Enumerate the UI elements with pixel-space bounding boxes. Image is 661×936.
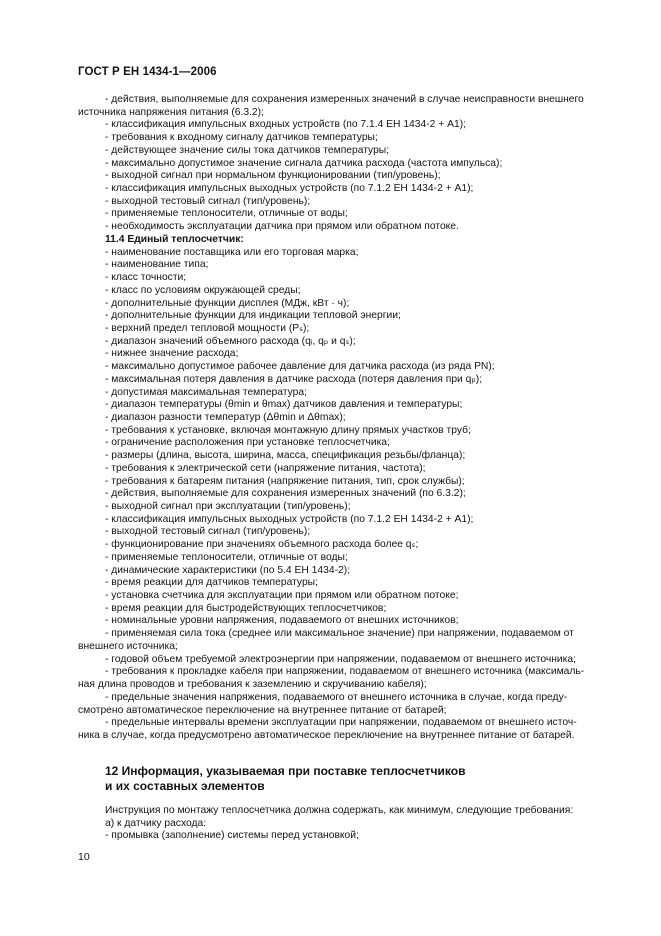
text-line: - применяемые теплоносители, отличные от воды; (105, 208, 348, 220)
text-line: внешнего источника; (78, 640, 178, 652)
text-line: смотрено автоматическое переключение на внутреннее питание от батарей; (78, 704, 447, 716)
text-line: - промывка (заполнение) системы перед установкой; (105, 830, 359, 842)
text-line: - применяемая сила тока (среднее или максимальное значение) при напряжении, подаваемом от (105, 628, 574, 640)
text-line: - применяемые теплоносители, отличные от воды; (105, 551, 348, 563)
text-line: - ограничение расположения при установке теплосчетчика; (105, 437, 390, 449)
text-line: источника напряжения питания (6.3.2); (78, 106, 264, 118)
text-line: - требования к электрической сети (напряжение питания, частота); (105, 462, 426, 474)
text-line: - выходной тестовый сигнал (тип/уровень); (105, 195, 311, 207)
text-line: - верхний предел тепловой мощности (Pₛ); (105, 322, 310, 334)
text-line: - диапазон значений объемного расхода (qᵢ, qₚ и qₛ); (105, 335, 356, 347)
text-line: - наименование поставщика или его торговая марка; (105, 246, 359, 258)
text-line: - требования к входному сигналу датчиков температуры; (105, 132, 378, 144)
text-line: - требования к батареям питания (напряжение питания, тип, срок службы); (105, 475, 465, 487)
item-list-11-4 (78, 247, 616, 743)
text-line: - установка счетчика для эксплуатации при прямом или обратном потоке; (105, 590, 459, 602)
text-line: - выходной тестовый сигнал (тип/уровень); (105, 526, 311, 538)
text-line: Инструкция по монтажу теплосчетчика должна содержать, как минимум, следующие требования: (105, 805, 574, 816)
text-line: - требования к установке, включая монтажную длину прямых участков труб; (105, 424, 471, 436)
text-line: - наименование типа; (105, 259, 209, 271)
section-12-heading-line-1: 12 Информация, указываемая при поставке теплосчетчиков (105, 764, 466, 778)
text-line: - диапазон температуры (θmin и θmax) датчиков давления и температуры; (105, 399, 463, 411)
text-line: - размеры (длина, высота, ширина, масса, спецификация резьбы/фланца); (105, 450, 466, 462)
text-line: - нижнее значение расхода; (105, 348, 239, 360)
text-line: - выходной сигнал при эксплуатации (тип/уровень); (105, 501, 351, 512)
text-line: - диапазон разности температур (Δθmin и Δθmax); (105, 411, 346, 423)
text-line: - максимально допустимое рабочее давление для датчика расхода (из ряда PN); (105, 361, 495, 373)
body-text (78, 94, 616, 743)
text-line: - время реакции для быстродействующих теплосчетчиков; (105, 602, 387, 614)
text-line: а) к датчику расхода: (105, 817, 207, 829)
text-line: - время реакции для датчиков температуры; (105, 577, 318, 589)
page-number: 10 (78, 851, 90, 863)
text-line: - допустимая максимальная температура; (105, 386, 307, 398)
text-line: - максимальная потеря давления в датчике расхода (потеря давления при qₚ); (105, 373, 483, 385)
text-line: - годовой объем требуемой электроэнергии при напряжении, подаваемом от внешнего источника; (105, 653, 576, 665)
text-line: - предельные интервалы времени эксплуатации при напряжении, подаваемом от внешнего источ- (105, 717, 577, 729)
section-12-heading (105, 764, 465, 793)
text-line: - класс точности; (105, 272, 187, 284)
text-line: - номинальные уровни напряжения, подаваемого от внешних источников; (105, 615, 459, 627)
text-line: - динамические характеристики (по 5.4 ЕН 1434-2); (105, 564, 351, 576)
text-line: - действующее значение силы тока датчиков температуры; (105, 144, 390, 156)
text-line: - максимально допустимое значение сигнала датчика расхода (частота импульса); (105, 157, 503, 169)
text-line: ная длина проводов и требования к заземлению и скручиванию кабеля); (78, 679, 427, 691)
text-line: - классификация импульсных входных устройств (по 7.1.4 ЕН 1434-2 + А1); (105, 119, 467, 131)
text-line: - дополнительные функции для индикации тепловой энергии; (105, 310, 401, 322)
text-line: - предельные значения напряжения, подаваемого от внешнего источника в случае, когда преду- (105, 691, 568, 703)
text-line: - требования к прокладке кабеля при напряжении, подаваемом от внешнего источника (максималь- (105, 666, 585, 678)
text-line: - класс по условиям окружающей среды; (105, 284, 301, 296)
text-line: ника в случае, когда предусмотрено автоматическое переключение на внутреннее питание от батарей. (78, 729, 575, 741)
text-line: - действия, выполняемые для сохранения измеренных значений (по 6.3.2); (105, 488, 466, 500)
text-line: - необходимость эксплуатации датчика при прямом или обратном потоке. (105, 221, 459, 233)
text-line: - функционирование при значениях объемного расхода более qₛ; (105, 539, 419, 551)
text-line: - классификация импульсных выходных устройств (по 7.1.2 ЕН 1434-2 + А1); (105, 513, 474, 525)
section-12-heading-line-2: и их составных элементов (105, 778, 265, 793)
document-header: ГОСТ Р ЕН 1434-1—2006 (78, 66, 217, 78)
text-line: - классификация импульсных выходных устройств (по 7.1.2 ЕН 1434-2 + А1); (105, 183, 474, 195)
text-line: - выходной сигнал при нормальном функционировании (тип/уровень); (105, 170, 441, 182)
section-11-4-heading: 11.4 Единый теплосчетчик: (105, 233, 244, 245)
text-line: - дополнительные функции дисплея (МДж, кВт · ч); (105, 297, 350, 309)
installation-instructions (78, 805, 616, 843)
text-line: - действия, выполняемые для сохранения измеренных значений в случае неисправности внешнего (105, 94, 584, 105)
item-list-11-3 (78, 94, 616, 234)
